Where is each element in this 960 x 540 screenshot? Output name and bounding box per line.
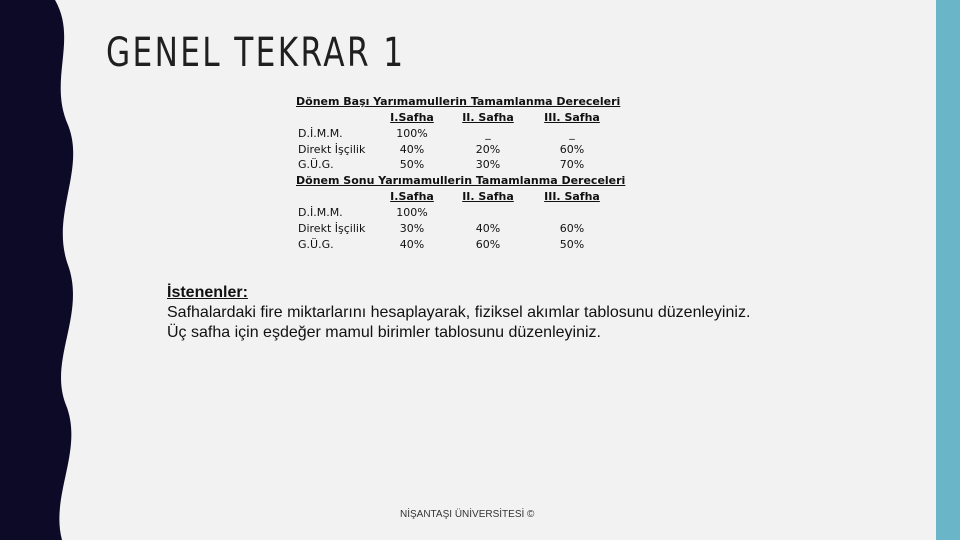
- table-row: [296, 157, 622, 173]
- row-label: Direkt İşçilik: [298, 221, 366, 235]
- column-header: III. Safha: [544, 190, 600, 204]
- table-cell: 100%: [396, 126, 428, 140]
- completion-table: [296, 94, 626, 252]
- beginning-wip-heading: Dönem Başı Yarımamullerin Tamamlanma Dereceleri: [296, 95, 621, 108]
- column-header: II. Safha: [462, 111, 514, 124]
- table-cell: 60%: [559, 221, 585, 235]
- column-header: I.Safha: [390, 111, 434, 124]
- table-cell: 50%: [399, 158, 425, 172]
- table-cell: _: [485, 126, 491, 140]
- requirements-block: [167, 283, 887, 343]
- requirement-line: Safhalardaki fire miktarlarını hesaplayarak, fiziksel akımlar tablosunu düzenleyiniz.: [167, 304, 751, 321]
- table-cell: 50%: [559, 237, 585, 251]
- row-label: G.Ü.G.: [298, 158, 334, 172]
- column-header: III. Safha: [544, 111, 600, 124]
- table-row: [296, 221, 622, 237]
- requirements-heading: İstenenler:: [167, 284, 248, 301]
- footer-text: NİŞANTAŞI ÜNİVERSİTESİ ©: [400, 509, 535, 520]
- table-row: [296, 126, 622, 142]
- table-row: [296, 237, 622, 253]
- column-header: II. Safha: [462, 190, 514, 204]
- table-cell: _: [569, 126, 575, 140]
- column-header: I.Safha: [390, 190, 434, 204]
- table-header-row: [296, 189, 622, 205]
- table-cell: 40%: [399, 142, 425, 156]
- right-decorative-band: [936, 0, 960, 540]
- table-cell: 30%: [475, 158, 501, 172]
- table-cell: 20%: [475, 142, 501, 156]
- table-row: [296, 142, 622, 158]
- row-label: G.Ü.G.: [298, 237, 334, 251]
- ending-wip-heading: Dönem Sonu Yarımamullerin Tamamlanma Dereceleri: [296, 174, 626, 188]
- row-label: Direkt İşçilik: [298, 142, 366, 156]
- table-cell: 60%: [475, 237, 501, 251]
- row-label: D.İ.M.M.: [298, 205, 343, 219]
- table-header-row: [296, 110, 622, 126]
- table-row: [296, 205, 622, 221]
- table-cell: 30%: [399, 221, 425, 235]
- table-cell: 70%: [559, 158, 585, 172]
- slide-title: GENEL TEKRAR 1: [106, 30, 406, 76]
- table-cell: 100%: [396, 205, 428, 219]
- left-decorative-band: [0, 0, 90, 540]
- table-cell: 40%: [399, 237, 425, 251]
- table-cell: 40%: [475, 221, 501, 235]
- requirement-line: Üç safha için eşdeğer mamul birimler tablosunu düzenleyiniz.: [167, 324, 601, 341]
- row-label: D.İ.M.M.: [298, 126, 343, 140]
- table-cell: 60%: [559, 142, 585, 156]
